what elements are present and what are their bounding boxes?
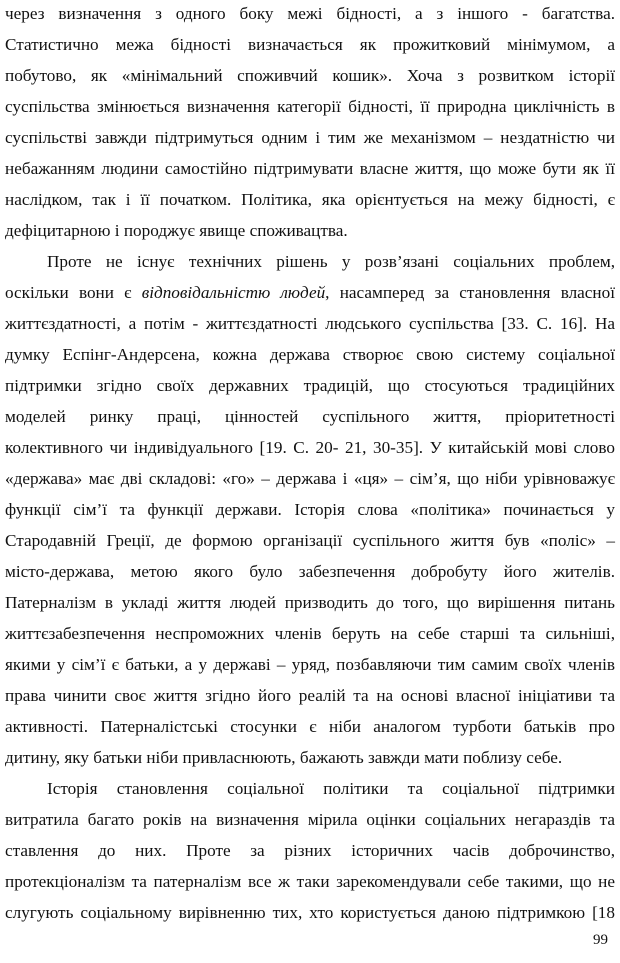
text-line: життєздатності, а потім - життєздатності людського суспільства [33. С. 16]. На [5, 314, 615, 333]
paragraph-first-line: Проте не існує технічних рішень у розв’язані соціальних проблем, [47, 252, 615, 271]
text-line: дефіцитарною і породжує явище споживацтва. [5, 221, 348, 240]
text-line: думку Еспінг-Андерсена, кожна держава створює свою систему соціальної [5, 345, 615, 364]
text-line: колективного чи індивідуального [19. С. 20- 21, 30-35]. У китайській мові слово [5, 438, 615, 457]
text-line: моделей ринку праці, цінностей суспільного життя, пріоритетності [5, 407, 615, 426]
text-line: Патерналізм в укладі життя людей призводить до того, що вирішення питань [5, 593, 615, 612]
text-line: витратила багато років на визначення мірила оцінки соціальних негараздів та [5, 810, 615, 829]
text-line: Статистично межа бідності визначається як прожитковий мінімумом, а [5, 35, 615, 54]
text-line: «держава» має дві складові: «го» – держава і «ця» – сім’я, що ніби урівноважує [5, 469, 615, 488]
text-line: якими у сім’ї є батьки, а у державі – уряд, позбавляючи тим самим своїх членів [5, 655, 615, 674]
text-line-with-emphasis [5, 282, 615, 304]
text-line: функції сім’ї та функції держави. Історія слова «політика» починається у [5, 500, 615, 519]
text-line: місто-держава, метою якого було забезпечення добробуту його жителів. [5, 562, 615, 581]
text-segment: оскільки вони є [5, 283, 142, 302]
text-line: суспільстві завжди підтримуться одним і тим же механізмом – нездатністю чи [5, 128, 615, 147]
text-line: підтримки згідно своїх державних традицій, що стосуються традиційних [5, 376, 615, 395]
text-line: активності. Патерналістські стосунки є ніби аналогом турботи батьків про [5, 717, 615, 736]
paragraph-first-line: Історія становлення соціальної політики та соціальної підтримки [47, 779, 615, 798]
text-line: протекціоналізм та патерналізм все ж таки зарекомендували себе такими, що не [5, 872, 615, 891]
text-segment: , насамперед за становлення власної [325, 283, 615, 302]
emphasized-text: відповідальністю людей [141, 283, 326, 302]
text-line: наслідком, так і її початком. Політика, яка орієнтується на межу бідності, є [5, 190, 615, 209]
text-line: життєзабезпечення неспроможних членів беруть на себе старші та сильніші, [5, 624, 615, 643]
text-line: побутово, як «мінімальний споживчий кошик». Хоча з розвитком історії [5, 66, 615, 85]
text-line: права чинити своє життя згідно його реалій та на основі власної ініціативи та [5, 686, 615, 705]
text-line: слугують соціальному вирівненню тих, хто користується даною підтримкою [18 [5, 903, 615, 922]
text-line: через визначення з одного боку межі бідності, а з іншого - багатства. [5, 4, 615, 23]
text-line: небажанням людини самостійно підтримувати власне життя, що може бути як її [5, 159, 615, 178]
text-line: суспільства змінюється визначення категорії бідності, її природна циклічність в [5, 97, 615, 116]
text-line: дитину, яку батьки ніби привласнюють, бажають завжди мати поблизу себе. [5, 748, 563, 767]
page-number: 99 [593, 932, 608, 948]
text-line: ставлення до них. Проте за різних історичних часів доброчинство, [5, 841, 615, 860]
text-line: Стародавній Греції, де формою організації суспільного життя був «поліс» – [5, 531, 615, 550]
